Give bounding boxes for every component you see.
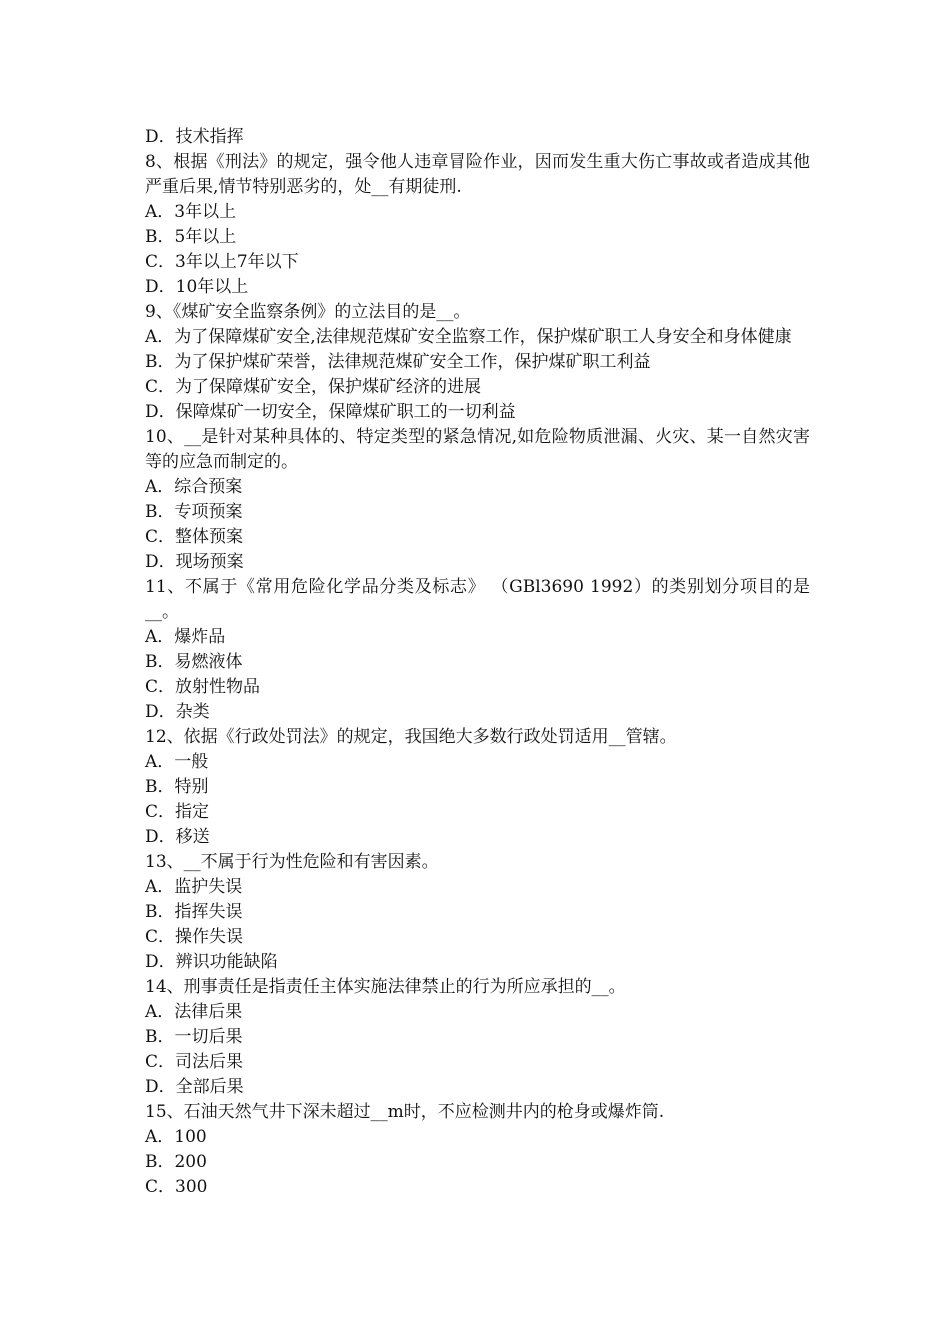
answer-option: B．指挥失误 [145, 902, 243, 922]
answer-option: D．移送 [145, 827, 210, 847]
document-page [145, 125, 810, 1200]
answer-option: D．现场预案 [145, 552, 244, 572]
question-text: 14、刑事责任是指责任主体实施法律禁止的行为所应承担的__。 [145, 977, 626, 997]
answer-option: C．整体预案 [145, 527, 244, 547]
answer-option: A．监护失误 [145, 877, 243, 897]
question-text: 11、不属于《常用危险化学品分类及标志》 （GBl3690 1992）的类别划分项目的是__。 [145, 577, 810, 622]
answer-option: A．3年以上 [145, 202, 237, 222]
answer-option: C．3年以上7年以下 [145, 252, 299, 272]
answer-option: C．操作失误 [145, 927, 244, 947]
question-text: 13、__不属于行为性危险和有害因素。 [145, 852, 439, 872]
question-text: 9、《煤矿安全监察条例》的立法目的是__。 [145, 302, 471, 322]
answer-option: B．为了保护煤矿荣誉，法律规范煤矿安全工作，保护煤矿职工利益 [145, 352, 651, 372]
answer-option: A．爆炸品 [145, 627, 226, 647]
answer-option: B．200 [145, 1152, 207, 1172]
answer-option: D．10年以上 [145, 277, 249, 297]
answer-option: C．指定 [145, 802, 210, 822]
answer-option: D．保障煤矿一切安全，保障煤矿职工的一切利益 [145, 402, 516, 422]
answer-option: C．300 [145, 1177, 208, 1197]
answer-option: A．综合预案 [145, 477, 243, 497]
question-text: 15、石油天然气井下深未超过__m时，不应检测井内的枪身或爆炸筒. [145, 1102, 665, 1122]
answer-option: B．5年以上 [145, 227, 237, 247]
question-text: A．为了保障煤矿安全,法律规范煤矿安全监察工作，保护煤矿职工人身安全和身体健康 [145, 327, 792, 347]
answer-option: C．为了保障煤矿安全，保护煤矿经济的进展 [145, 377, 482, 397]
question-text: 12、依据《行政处罚法》的规定，我国绝大多数行政处罚适用__管辖。 [145, 727, 677, 747]
answer-option: A．一般 [145, 752, 209, 772]
answer-option: B．一切后果 [145, 1027, 243, 1047]
answer-option: B．易燃液体 [145, 652, 243, 672]
question-text: 8、根据《刑法》的规定，强令他人违章冒险作业，因而发生重大伤亡事故或者造成其他严重后果,情节特别恶劣的，处__有期徒刑. [145, 152, 810, 197]
answer-option: A．100 [145, 1127, 207, 1147]
answer-option: A．法律后果 [145, 1002, 243, 1022]
answer-option: D．杂类 [145, 702, 210, 722]
answer-option: D．全部后果 [145, 1077, 244, 1097]
answer-option: B．专项预案 [145, 502, 243, 522]
answer-option: C．放射性物品 [145, 677, 261, 697]
answer-option: C．司法后果 [145, 1052, 244, 1072]
answer-option: D．技术指挥 [145, 127, 244, 147]
answer-option: B．特别 [145, 777, 209, 797]
answer-option: D．辨识功能缺陷 [145, 952, 278, 972]
question-text: 10、__是针对某种具体的、特定类型的紧急情况,如危险物质泄漏、火灾、某一自然灾害等的应急而制定的。 [145, 427, 810, 472]
